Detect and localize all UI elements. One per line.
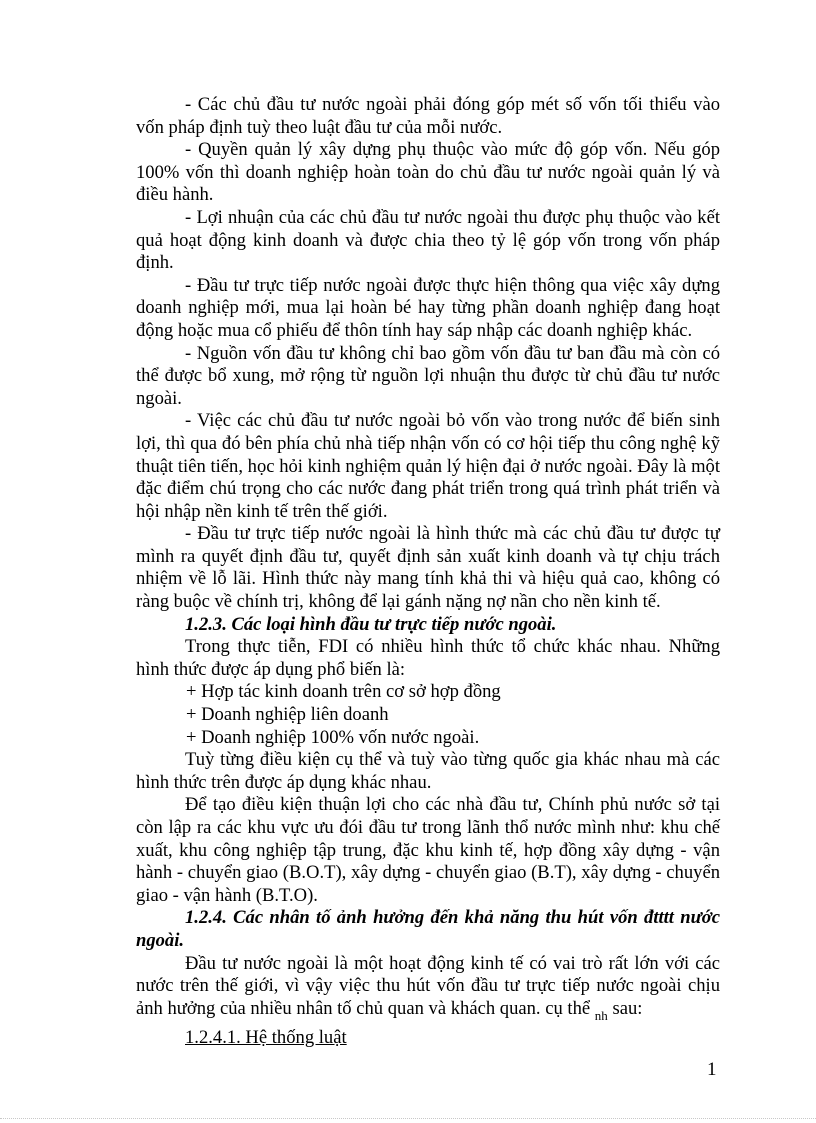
subsection-heading-1-2-4-1 <box>136 1027 720 1050</box>
paragraph: - Đầu tư trực tiếp nước ngoài được thực hiện thông qua việc xây dựng doanh nghiệp mới, mua lại hoàn bé hay từng phần doanh nghiệp đang hoạt động hoặc mua cổ phiếu để thôn tính hay sáp nhập các doanh nghiệp khác. <box>136 274 720 341</box>
paragraph: - Các chủ đầu tư nước ngoài phải đóng góp mét số vốn tối thiểu vào vốn pháp định tuỳ theo luật đầu tư của mỗi nước. <box>136 94 720 138</box>
section-heading-1-2-3: 1.2.3. Các loại hình đầu tư trực tiếp nước ngoài. <box>185 613 557 635</box>
paragraph-text: Đầu tư nước ngoài là một hoạt động kinh tế có vai trò rất lớn với các nước trên thế giới, vì vậy việc thu hút vốn đầu tư trực tiếp nước ngoài chịu ảnh hưởng của nhiều nhân tố chủ quan và khách quan. cụ thể <box>136 952 720 1019</box>
list-item: + Doanh nghiệp liên doanh <box>186 704 389 726</box>
paragraph: - Đầu tư trực tiếp nước ngoài là hình thức mà các chủ đầu tư được tự mình ra quyết định đầu tư, quyết định sản xuất kinh doanh và tự chịu trách nhiệm về lỗ lãi. Hình thức này mang tính khả thi và hiệu quả cao, không có ràng buộc về chính trị, không để lại gánh nặng nợ nần cho nền kinh tế. <box>136 523 720 613</box>
paragraph: Trong thực tiễn, FDI có nhiều hình thức tổ chức khác nhau. Những hình thức được áp dụng phổ biến là: <box>136 636 720 680</box>
paragraph <box>136 953 720 1028</box>
paragraph: Để tạo điều kiện thuận lợi cho các nhà đầu tư, Chính phủ nước sở tại còn lập ra các khu vực ưu đói đầu tư trong lãnh thổ nước mình như: khu chế xuất, khu công nghiệp tập trung, đặc khu kinh tế, hợp đồng xây dựng - vận hành - chuyển giao (B.O.T), xây dựng - chuyển giao (B.T), xây dựng - chuyển giao - vận hành (B.T.O). <box>136 794 720 906</box>
paragraph: - Lợi nhuận của các chủ đầu tư nước ngoài thu được phụ thuộc vào kết quả hoạt động kinh doanh và được chia theo tỷ lệ góp vốn trong vốn pháp định. <box>136 206 720 274</box>
paragraph: - Việc các chủ đầu tư nước ngoài bỏ vốn vào trong nước để biến sinh lợi, thì qua đó bên phía chủ nhà tiếp nhận vốn có cơ hội tiếp thu công nghệ kỹ thuật tiên tiến, học hỏi kinh nghiệm quản lý hiện đại ở nước ngoài. Đây là một đặc điểm chú trọng cho các nước đang phát triển trong quá trình phát triển và hội nhập nền kinh tế trên thế giới. <box>136 410 720 522</box>
paragraph: - Nguồn vốn đầu tư không chỉ bao gồm vốn đầu tư ban đầu mà còn có thể được bổ xung, mở rộng từ nguồn lợi nhuận thu được từ chủ đầu tư nước ngoài. <box>136 342 720 409</box>
list-item: + Doanh nghiệp 100% vốn nước ngoài. <box>186 726 480 748</box>
subsection-heading-text: 1.2.4.1. Hệ thống luật <box>185 1027 347 1049</box>
section-heading-1-2-4: 1.2.4. Các nhân tố ảnh hưởng đến khả năng thu hút vốn đtttt nước ngoài. <box>136 907 720 951</box>
body-text <box>136 94 720 1050</box>
paragraph: - Quyền quản lý xây dựng phụ thuộc vào mức độ góp vốn. Nếu góp 100% vốn thì doanh nghiệp hoàn toàn do chủ đầu tư nước ngoài quản lý và điều hành. <box>136 139 720 206</box>
page-number: 1 <box>707 1059 717 1080</box>
page-divider <box>0 1118 816 1119</box>
list-item: + Hợp tác kinh doanh trên cơ sở hợp đồng <box>186 681 501 703</box>
paragraph-text-end: sau: <box>612 997 643 1019</box>
stray-subscript: nh <box>594 1007 608 1023</box>
paragraph: Tuỳ từng điều kiện cụ thể và tuỳ vào từng quốc gia khác nhau mà các hình thức trên được áp dụng khác nhau. <box>136 749 720 793</box>
